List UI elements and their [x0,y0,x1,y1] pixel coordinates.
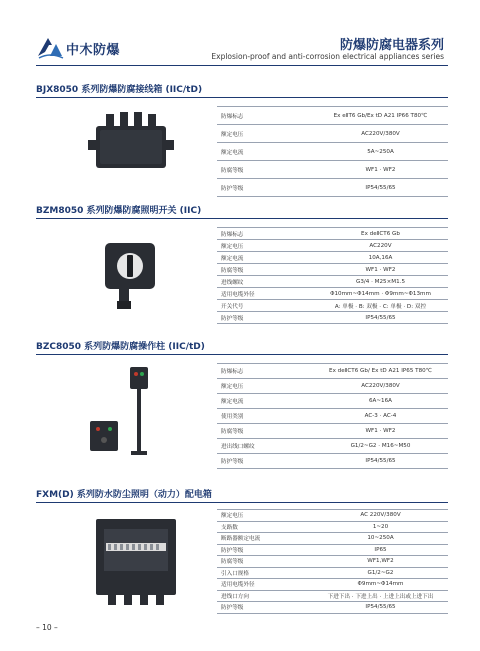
section-title: BJX8050 系列防爆防腐接线箱 (IIC/tD) [36,85,203,95]
page-title: 防爆防腐电器系列 [339,38,444,53]
spec-row: 防腐等级 WF1 · WF2 [217,161,448,179]
spec-row: 防爆标志 Ex eⅡT6 Gb/Ex tD A21 IP66 T80℃ [217,107,448,125]
spec-row: 防护等级 IP54/55/65 [217,312,448,324]
section-bjx8050 [36,82,448,192]
spec-row: 防护等级 IP65 [217,544,448,556]
section-title: FXM(D) 系列防水防尘照明（动力）配电箱 [36,490,212,500]
spec-row: 开关代号 A: 单极 · B: 双极 · C: 单极 · D: 双控 [217,300,448,312]
spec-row: 引入口规格 G1/2~G2 [217,567,448,579]
section-bzc8050 [36,339,448,473]
spec-row: 适用电缆外径 Φ10mm~Φ14mm · Φ9mm~Φ13mm [217,288,448,300]
spec-row: 使用类别 AC-3 · AC-4 [217,409,448,424]
spec-row: 额定电流 5A~250A [217,143,448,161]
spec-row: 防腐等级 WF1,WF2 [217,556,448,568]
section-divider [36,218,448,219]
section-divider [36,502,448,503]
page-header [0,0,480,72]
spec-row: 进出线口螺纹 G1/2~G2 · M16~M50 [217,439,448,454]
spec-row: 防护等级 IP54/55/65 [217,454,448,469]
spec-table [217,106,448,197]
lighting-switch-image [91,233,171,313]
section-title: BZC8050 系列防爆防腐操作柱 (IIC/tD) [36,342,205,352]
spec-table [217,363,448,469]
header-divider [36,65,448,66]
section-fxmd [36,487,448,617]
page-number: – 10 – [36,623,58,632]
section-title: BZM8050 系列防爆防腐照明开关 (IIC) [36,206,202,216]
distribution-box-image [88,515,184,611]
spec-row: 防护等级 IP54/55/65 [217,602,448,614]
page-subtitle: Explosion-proof and anti-corrosion electrical appliances series [211,52,444,61]
section-divider [36,354,448,355]
spec-row: 额定电压 AC220V/380V [217,125,448,143]
logo-text: 中木防爆 [66,43,121,58]
spec-row: 防爆标志 Ex deⅡCT6 Gb [217,228,448,240]
spec-row: 防护等级 IP54/55/65 [217,179,448,197]
spec-row: 额定电压 AC220V [217,240,448,252]
spec-row: 额定电流 10A,16A [217,252,448,264]
spec-row: 防腐等级 WF1 · WF2 [217,264,448,276]
section-bzm8050 [36,203,448,328]
spec-row: 防腐等级 WF1 · WF2 [217,424,448,439]
section-divider [36,97,448,98]
spec-row: 适用电缆外径 Φ9mm~Φ14mm [217,579,448,591]
spec-table [217,509,448,614]
junction-box-image [86,110,176,180]
spec-row: 进线螺纹 G3/4 · M25×M1.5 [217,276,448,288]
spec-row: 支路数 1~20 [217,521,448,533]
spec-row: 额定电流 6A~16A [217,394,448,409]
brand-logo [36,32,148,60]
spec-row: 防爆标志 Ex deⅡCT6 Gb/ Ex tD A21 IP65 T80℃ [217,364,448,379]
spec-row: 断路器额定电流 10~250A [217,533,448,545]
operation-column-image [86,365,186,469]
spec-row: 额定电压 AC220V/380V [217,379,448,394]
spec-row: 额定电压 AC 220V/380V [217,510,448,522]
spec-table [217,227,448,324]
spec-row: 进线口方向 下进下出 · 下进上出 · 上进上出或上进下出 [217,590,448,602]
logo-mark-icon [36,32,64,60]
